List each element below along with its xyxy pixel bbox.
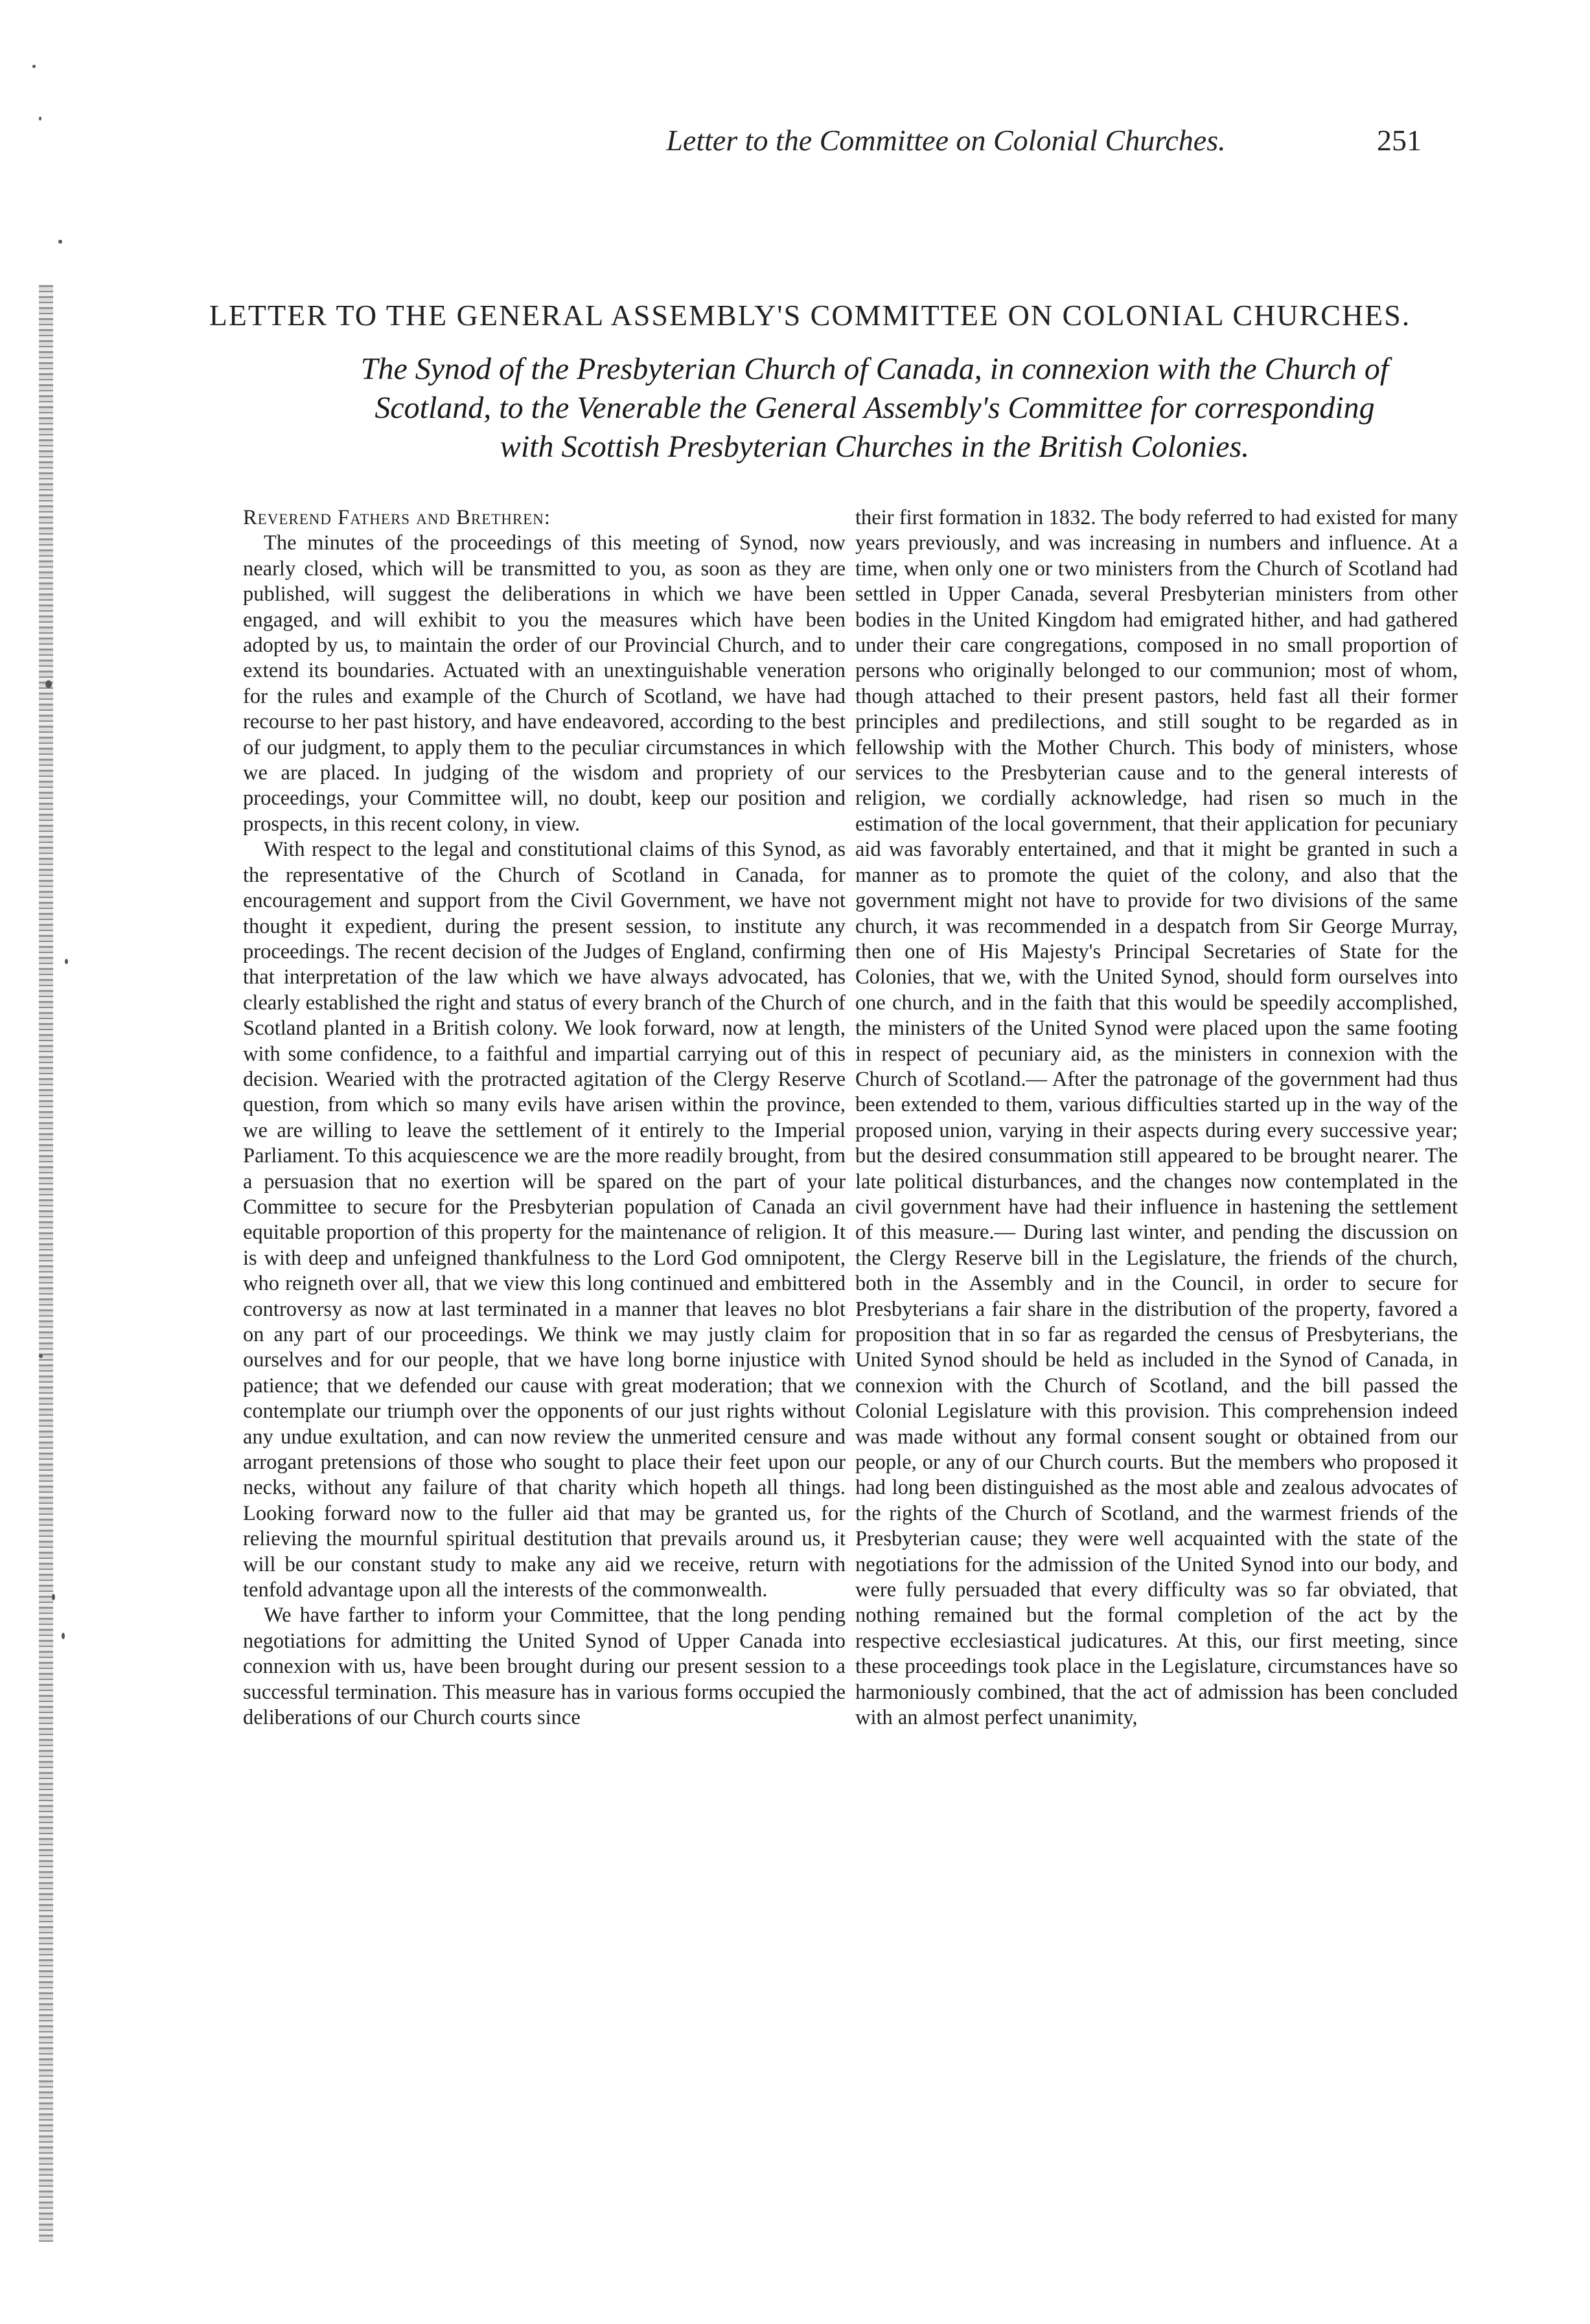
scan-speck bbox=[32, 65, 36, 68]
running-head: Letter to the Committee on Colonial Churches. bbox=[666, 124, 1226, 157]
subtitle-line: Scotland, to the Venerable the General Assembly's Committee for corresponding bbox=[374, 391, 1375, 425]
scan-speck bbox=[58, 240, 62, 244]
body-paragraph: their first formation in 1832. The body referred to had existed for many years previously, and was increasing in numbers and influence. At a time, when only one or two ministers from the Church of Scotland had settled in Upper Canada, several Presbyterian ministers from other bodies in the United Kingdom had emigrated hither, and had gathered under their care congregations, composed in no small proportion of persons who originally belonged to our communion; most of whom, though attached to their present pastors, held fast all their former principles and predilections, and still sought to be regarded as in fellowship with the Mother Church. This body of ministers, whose services to the Presbyterian cause and to the general interests of religion, we cordially acknowledge, had risen so much in the estimation of the local government, that their application for pecuniary aid was favorably entertained, and that it might be granted in such a manner as to promote the quiet of the colony, and also that the government might not have to provide for two divisions of the same church, it was recommended in a despatch from Sir George Murray, then one of His Majesty's Principal Secretaries of State for the Colonies, that we, with the United Synod, should form ourselves into one church, and in the faith that this would be speedily accomplished, the ministers of the United Synod were placed upon the same footing in respect of pecuniary aid, as the ministers in connexion with the Church of Scotland.— After the patronage of the government had thus been extended to them, various difficulties started up in the way of the proposed union, varying in their aspects during every successive year; but the desired consummation still appeared to be brought nearer. The late political disturbances, and the changes now contemplated in the civil government have had their influence in hastening the settlement of this measure.— During last winter, and pending the discussion on the Clergy Reserve bill in the Legislature, the friends of the church, both in the Assembly and in the Council, in order to secure for Presbyterians a fair share in the distribution of the property, favored a proposition that in so far as regarded the census of Presbyterians, the United Synod should be held as included in the Synod of Canada, in connexion with the Church of Scotland, and the bill passed the Colonial Legislature with this provision. This comprehension indeed was made without any formal consent sought or obtained from our people, or any of our Church courts. But the members who proposed it had long been distinguished as the most able and zealous advocates of the rights of the Church of Scotland, and the warmest friends of the Presbyterian cause; they were well acquainted with the state of the negotiations for the admission of the United Synod into our body, and were fully persuaded that every difficulty was so far obviated, that nothing remained but the formal completion of the act by the respective ecclesiastical judicatures. At this, our first meeting, since these proceedings took place in the Legislature, circumstances have so harmoniously combined, that the act of admission has been concluded with an almost perfect unanimity, bbox=[855, 506, 1458, 1730]
scan-speck bbox=[52, 1594, 55, 1600]
page-number: 251 bbox=[1377, 124, 1422, 157]
subtitle-line: with Scottish Presbyterian Churches in the British Colonies. bbox=[500, 430, 1250, 464]
body-paragraph: We have farther to inform your Committee, that the long pending negotiations for admitting the United Synod of Upper Canada into connexion with us, have been brought during our present session to a successful termination. This measure has in various forms occupied the deliberations of our Church courts since bbox=[243, 1604, 846, 1730]
scan-speck bbox=[39, 1354, 43, 1358]
letter-subtitle bbox=[311, 350, 1438, 466]
body-paragraph: With respect to the legal and constitutional claims of this Synod, as the representative of the Church of Scotland in Canada, for encouragement and support from the Civil Government, we have not thought it expedient, during the present session, to institute any proceedings. The recent decision of the Judges of England, confirming that interpretation of the law which we have always advocated, has clearly established the right and status of every branch of the Church of Scotland planted in a British colony. We look forward, now at length, with some confidence, to a faithful and impartial carrying out of this decision. Wearied with the protracted agitation of the Clergy Reserve question, from which so many evils have arisen within the province, we are willing to leave the settlement of it entirely to the Imperial Parliament. To this acquiescence we are the more readily brought, from a persuasion that no exertion will be spared on the part of your Committee to secure for the Presbyterian population of Canada an equitable proportion of this property for the maintenance of religion. It is with deep and unfeigned thankfulness to the Lord God omnipotent, who reigneth over all, that we view this long continued and embittered controversy as now at last terminated in a manner that leaves no blot on any part of our proceedings. We think we may justly claim for ourselves and for our people, that we have long borne injustice with patience; that we defended our cause with great moderation; that we contemplate our triumph over the opponents of our just rights without any undue exultation, and can now review the unmerited censure and arrogant pretensions of those who sought to place their feet upon our necks, without any failure of that charity which hopeth all things. Looking forward now to the fuller aid that may be granted us, for relieving the mournful spiritual destitution that prevails around us, it will be our constant study to make any aid we receive, return with tenfold advantage upon all the interests of the commonwealth. bbox=[243, 838, 846, 1602]
scan-speck bbox=[39, 117, 41, 121]
body-paragraph: The minutes of the proceedings of this meeting of Synod, now nearly closed, which will be transmitted to you, as soon as they are published, will suggest the deliberations in which we have been engaged, and will exhibit to you the measures which have been adopted by us, to maintain the order of our Provincial Church, and to extend its boundaries. Actuated with an unextinguishable veneration for the rules and example of the Church of Scotland, we have had recourse to her past history, and have endeavored, according to the best of our judgment, to apply them to the peculiar circumstances in which we are placed. In judging of the wisdom and propriety of our proceedings, your Committee will, no doubt, keep our position and prospects, in this recent colony, in view. bbox=[243, 531, 846, 836]
salutation: Reverend Fathers and Brethren: bbox=[243, 506, 551, 529]
left-column bbox=[243, 505, 846, 1731]
subtitle-line: The Synod of the Presbyterian Church of Canada, in connexion with the Church of bbox=[360, 352, 1389, 386]
scan-specks bbox=[13, 26, 91, 2294]
scan-speck bbox=[45, 680, 52, 688]
scan-speck bbox=[62, 1633, 65, 1639]
letter-title: LETTER TO THE GENERAL ASSEMBLY'S COMMITTEE ON COLONIAL CHURCHES. bbox=[209, 299, 1411, 332]
right-column bbox=[855, 505, 1458, 1731]
scan-speck bbox=[65, 959, 68, 964]
